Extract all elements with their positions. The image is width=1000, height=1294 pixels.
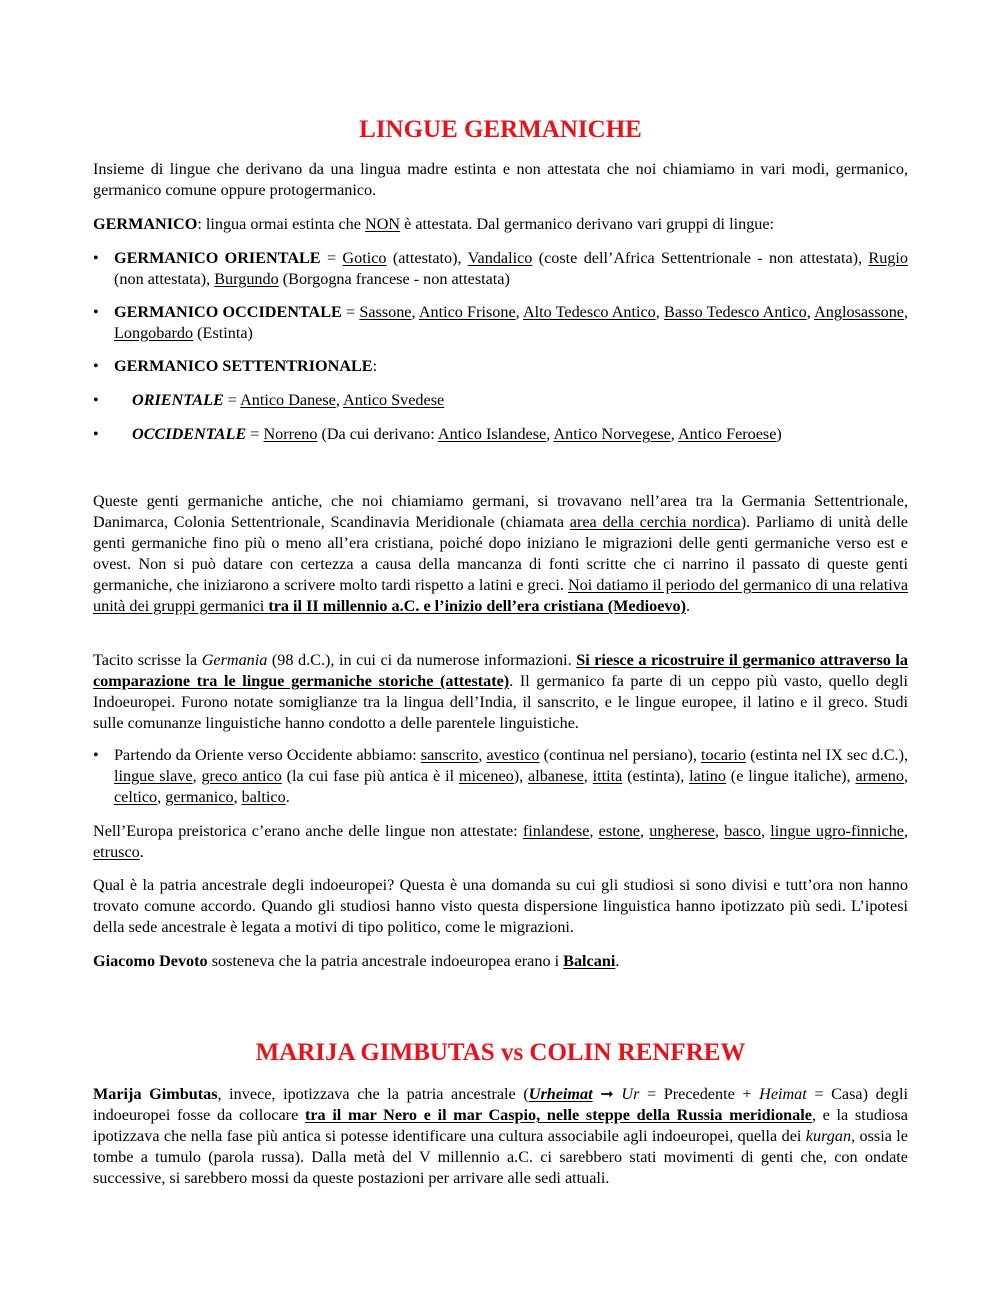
bullet-icon: • <box>93 303 99 321</box>
paragraph-europa-preistorica: Nell’Europa preistorica c’erano anche delle lingue non attestate: finlandese, estone, ungherese, basco, lingue ugro-finniche, etrusco. <box>93 822 909 861</box>
paragraph-gimbutas: Marija Gimbutas, invece, ipotizzava che la patria ancestrale (Urheimat ➞ Ur = Precedente + Heimat = Casa) degli indoeuropei fosse da collocare tra il mar Nero e il mar Caspio, nelle steppe della Russia meridionale, e la studiosa ipotizzava che nella fase più antica si potesse identificare una cultura associabile agli indoeuropei, quella dei kurgan, ossia le tombe a tumulo (parola russa). Dalla metà del V millennio a.C. ci sarebbero stati movimenti di genti che, con ondate successive, si sarebbero mossi da queste postazioni per arrivare alle sedi attuali. <box>93 1085 908 1187</box>
paragraph-devoto: Giacomo Devoto sosteneva che la patria ancestrale indoeuropea erano i Balcani. <box>93 952 620 970</box>
bullet-icon: • <box>93 357 99 375</box>
intro-paragraph: Insieme di lingue che derivano da una lingua madre estinta e non attestata che noi chiamiamo in vari modi, germanico, germanico comune oppure protogermanico. <box>93 160 908 199</box>
bullet-germanico-orientale: • GERMANICO ORIENTALE = Gotico (attestato), Vandalico (coste dell’Africa Settentrionale - non attestata), Rugio (non attestata), Burgundo (Borgogna francese - non attestata) <box>93 249 908 288</box>
heading-lingue-germaniche: LINGUE GERMANICHE <box>359 116 642 143</box>
bullet-icon: • <box>93 425 99 443</box>
bullet-germanico-settentrionale: • GERMANICO SETTENTRIONALE: <box>93 357 378 375</box>
bullet-icon: • <box>93 249 99 267</box>
bullet-sub-occidentale: • OCCIDENTALE = Norreno (Da cui derivano: Antico Islandese, Antico Norvegese, Antico Feroese) <box>93 425 782 443</box>
link-gotico: Gotico <box>342 249 387 267</box>
bullet-icon: • <box>93 391 99 409</box>
bullet-lingue-indoeuropee: • Partendo da Oriente verso Occidente abbiamo: sanscrito, avestico (continua nel persiano), tocario (estinta nel IX sec d.C.), lingue slave, greco antico (la cui fase più antica è il miceneo), albanese, ittita (estinta), latino (e lingue italiche), armeno, celtico, germanico, baltico. <box>93 746 909 806</box>
paragraph-genti-germaniche: Queste genti germaniche antiche, che noi chiamiamo germani, si trovavano nell’area tra la Germania Settentrionale, Danimarca, Colonia Settentrionale, Scandinavia Meridionale (chiamata area della cerchia nordica). Parliamo di unità delle genti germaniche fino più o meno all’era cristiana, poiché dopo iniziano le migrazioni delle genti germaniche verso est e ovest. Non si può datare con certezza a causa della mancanza di fonti scritte che ci narrino il passato di queste genti germaniche, che iniziarono a scrivere molto tardi rispetto a latini e greci. Noi datiamo il periodo del germanico di una relativa unità dei gruppi germanici tra il II millennio a.C. e l’inizio dell’era cristiana (Medioevo). <box>93 492 909 615</box>
paragraph-tacito: Tacito scrisse la Germania (98 d.C.), in cui ci da numerose informazioni. Si riesce a ricostruire il germanico attraverso la comparazione tra le lingue germaniche storiche (attestate). Il germanico fa parte di un ceppo più vasto, quello degli Indoeuropei. Furono notate somiglianze tra la lingua dell’India, il sanscrito, e le lingue europee, il latino e il greco. Studi sulle comunanze linguistiche hanno condotto a delle parentele linguistiche. <box>93 651 908 732</box>
germanico-paragraph: GERMANICO: lingua ormai estinta che NON è attestata. Dal germanico derivano vari gruppi di lingue: <box>93 215 775 233</box>
bullet-sub-orientale: • ORIENTALE = Antico Danese, Antico Svedese <box>93 391 445 409</box>
arrow-icon: ➞ <box>592 1085 622 1103</box>
bullet-germanico-occidentale: • GERMANICO OCCIDENTALE = Sassone, Antico Frisone, Alto Tedesco Antico, Basso Tedesco Antico, Anglosassone, Longobardo (Estinta) <box>93 303 909 342</box>
paragraph-patria-ancestrale: Qual è la patria ancestrale degli indoeuropei? Questa è una domanda su cui gli studiosi si sono divisi e tutt’ora non hanno trovato comune accordo. Quando gli studiosi hanno visto questa dispersione linguistica hanno ipotizzato più sedi. L’ipotesi della sede ancestrale è legata a motivi di tipo politico, come le migrazioni. <box>93 876 908 936</box>
heading-gimbutas-vs-renfrew: MARIJA GIMBUTAS vs COLIN RENFREW <box>255 1039 746 1066</box>
bullet-icon: • <box>93 746 99 764</box>
